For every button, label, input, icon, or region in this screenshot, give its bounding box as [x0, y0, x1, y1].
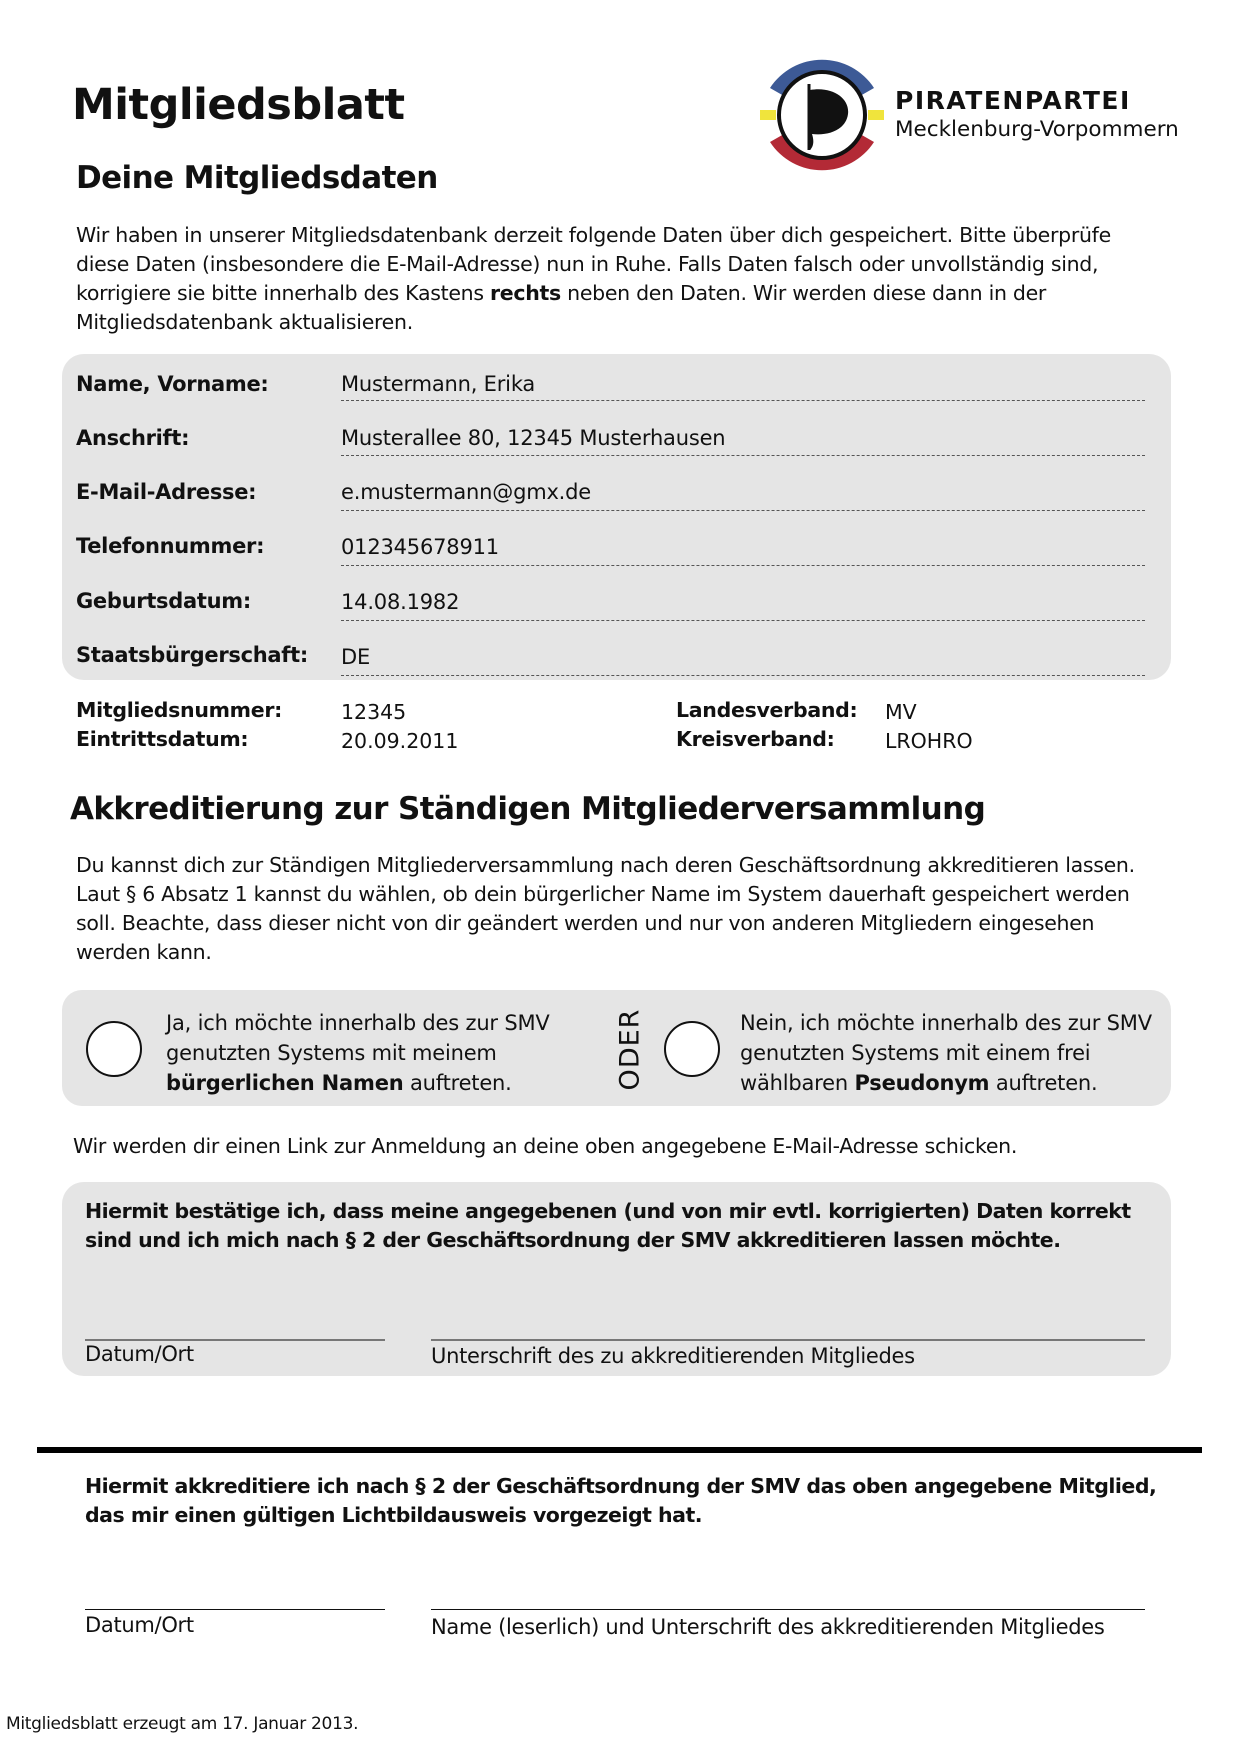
field-label: Name, Vorname:: [76, 372, 269, 396]
member-date-line[interactable]: [85, 1339, 385, 1341]
logo-party-name: PIRATENPARTEI: [895, 86, 1131, 115]
option-text-end: auftreten.: [403, 1071, 512, 1095]
field-value-phone[interactable]: 012345678911: [341, 535, 499, 559]
option-bold: Pseudonym: [854, 1071, 990, 1095]
member-data-heading: Deine Mitgliedsdaten: [76, 160, 438, 196]
option-bold: bürgerlichen Namen: [166, 1071, 404, 1095]
page-title: Mitgliedsblatt: [72, 80, 405, 130]
member-number-label: Mitgliedsnummer:: [76, 698, 283, 722]
field-label: Geburtsdatum:: [76, 589, 251, 613]
correction-line[interactable]: [341, 675, 1145, 676]
field-label: Staatsbürgerschaft:: [76, 643, 308, 667]
field-label: Telefonnummer:: [76, 534, 265, 558]
field-value-birthdate[interactable]: 14.08.1982: [341, 590, 460, 614]
generated-footer: Mitgliedsblatt erzeugt am 17. Januar 2013.: [6, 1714, 359, 1734]
pseudonym-option-text: [740, 1008, 1160, 1098]
member-data-box: [62, 354, 1171, 680]
real-name-radio[interactable]: [86, 1021, 142, 1077]
party-logo: [752, 50, 892, 180]
correction-line[interactable]: [341, 510, 1145, 511]
or-separator: ODER: [614, 1008, 646, 1091]
accreditation-heading: Akkreditierung zur Ständigen Mitgliederversammlung: [70, 791, 986, 827]
section-divider: [37, 1447, 1202, 1453]
accreditor-signature-label: Name (leserlich) und Unterschrift des akkreditierenden Mitgliedes: [431, 1615, 1105, 1639]
correction-line[interactable]: [341, 400, 1145, 401]
intro-text-end: neben den Daten. Wir werden diese dann in der Mitgliedsdatenbank aktualisieren.: [76, 281, 1047, 334]
accreditor-date-line[interactable]: [85, 1609, 385, 1610]
correction-line[interactable]: [341, 565, 1145, 566]
accreditor-signature-line[interactable]: [431, 1609, 1145, 1610]
real-name-option-text: [166, 1008, 566, 1098]
district-assoc-value: LROHRO: [885, 729, 973, 753]
member-signature-line[interactable]: [431, 1339, 1145, 1341]
member-signature-label: Unterschrift des zu akkreditierenden Mitgliedes: [431, 1344, 915, 1368]
correction-line[interactable]: [341, 455, 1145, 456]
member-number-value: 12345: [341, 700, 407, 724]
option-text: Ja, ich möchte innerhalb des zur SMV genutzten Systems mit meinem: [166, 1011, 550, 1065]
field-value-citizenship[interactable]: DE: [341, 645, 371, 669]
email-link-note: Wir werden dir einen Link zur Anmeldung an deine oben angegebene E-Mail-Adresse schicken.: [73, 1134, 1018, 1158]
logo-region-name: Mecklenburg-Vorpommern: [895, 117, 1179, 142]
correction-line[interactable]: [341, 620, 1145, 621]
pseudonym-radio[interactable]: [664, 1021, 720, 1077]
field-label: Anschrift:: [76, 426, 190, 450]
member-data-intro: [76, 221, 1146, 337]
pirate-flag-logo-icon: [752, 50, 892, 180]
intro-bold: rechts: [489, 281, 561, 305]
field-value-name[interactable]: Mustermann, Erika: [341, 372, 536, 396]
accreditor-date-label: Datum/Ort: [85, 1613, 194, 1637]
district-assoc-label: Kreisverband:: [676, 727, 835, 751]
state-assoc-label: Landesverband:: [676, 698, 858, 722]
option-text-end: auftreten.: [989, 1071, 1098, 1095]
option-text: Nein, ich möchte innerhalb des zur SMV genutzten Systems mit einem frei wählbaren: [740, 1011, 1152, 1095]
accreditation-intro: Du kannst dich zur Ständigen Mitgliederversammlung nach deren Geschäftsordnung akkreditieren lassen. Laut § 6 Absatz 1 kannst du wählen, ob dein bürgerlicher Name im System dauerhaft gespeichert werden soll. Beachte, dass dieser nicht von dir geändert werden und nur von anderen Mitgliedern eingesehen werden kann.: [76, 853, 1135, 964]
field-value-email[interactable]: e.mustermann@gmx.de: [341, 480, 592, 504]
confirmation-text: Hiermit bestätige ich, dass meine angegebenen (und von mir evtl. korrigierten) Daten korrekt sind und ich mich nach § 2 der Geschäftsordnung der SMV akkreditieren lassen möchte.: [85, 1199, 1131, 1252]
state-assoc-value: MV: [885, 700, 917, 724]
intro-text: Wir haben in unserer Mitgliedsdatenbank derzeit folgende Daten über dich gespeichert. Bitte überprüfe diese Daten (insbesondere die E-Mail-Adresse) nun in Ruhe. Falls Daten falsch oder unvollständig sind, korrigiere sie bitte innerhalb des Kastens: [76, 223, 1111, 305]
field-value-address[interactable]: Musterallee 80, 12345 Musterhausen: [341, 426, 726, 450]
join-date-label: Eintrittsdatum:: [76, 727, 249, 751]
member-date-label: Datum/Ort: [85, 1342, 194, 1366]
join-date-value: 20.09.2011: [341, 729, 459, 753]
field-label: E-Mail-Adresse:: [76, 480, 257, 504]
accreditor-text: Hiermit akkreditiere ich nach § 2 der Geschäftsordnung der SMV das oben angegebene Mitglied, das mir einen gültigen Lichtbildausweis vorgezeigt hat.: [85, 1474, 1157, 1527]
